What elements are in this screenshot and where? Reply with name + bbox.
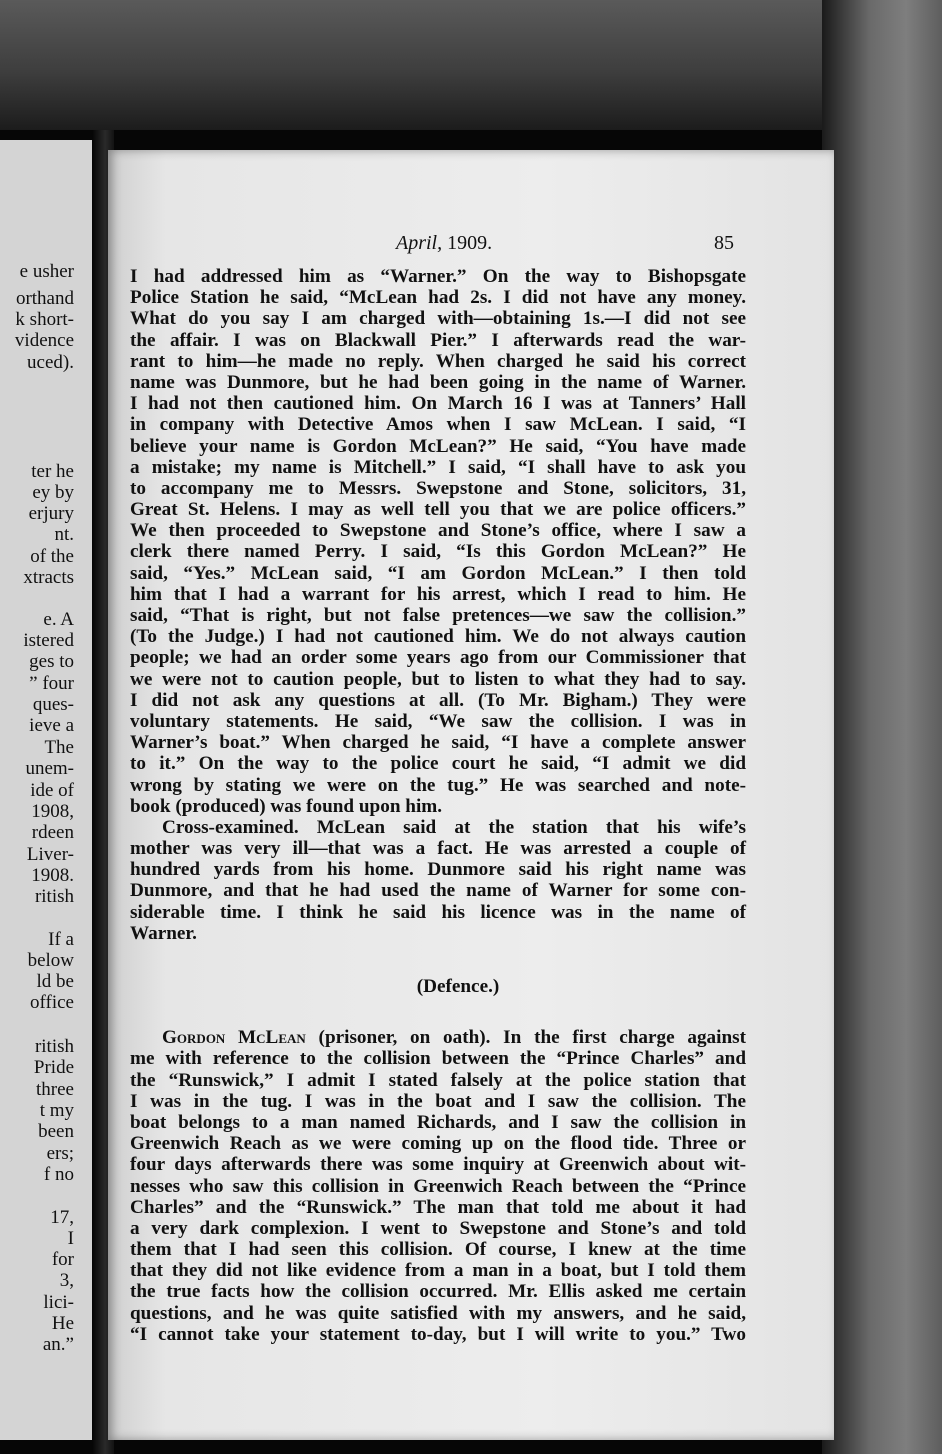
text-line: believe your name is Gordon McLean?” He said, “You have made <box>130 435 746 457</box>
text-line: me with reference to the collision between the “Prince Charles” and <box>130 1048 746 1070</box>
text-line: Warner. <box>130 922 197 944</box>
text-line: Great St. Helens. I may as well tell you that we are police officers.” <box>130 499 746 521</box>
text-line: I was in the tug. I was in the boat and I saw the collision. The <box>130 1090 746 1112</box>
left-page-text-fragment: ieve a <box>29 715 74 736</box>
text-line: boat belongs to a man named Richards, and I saw the collision in <box>130 1111 746 1133</box>
text-line: said, “Yes.” McLean said, “I am Gordon McLean.” I then told <box>130 562 746 584</box>
page-header <box>108 232 738 258</box>
defence-speaker: Gordon McLean <box>162 1027 306 1049</box>
text-line: people; we had an order some years ago from our Commissioner that <box>130 647 746 669</box>
text-line: name was Dunmore, but he had been going in the name of Warner. <box>130 371 746 393</box>
background-right <box>822 0 942 1454</box>
text-line: questions, and he was quite satisfied with my answers, and he said, <box>130 1302 746 1324</box>
left-page-text-fragment: 3, <box>59 1270 74 1291</box>
left-page-text-fragment: f no <box>43 1164 74 1185</box>
left-page-text-fragment: below <box>27 950 74 971</box>
text-line: we were not to caution people, but to listen to what they had to say. <box>130 668 746 690</box>
text-line: that they did not like evidence from a man in a boat, but I told them <box>130 1260 746 1282</box>
text-line: book (produced) was found upon him. <box>130 795 443 817</box>
left-page-text-fragment: ritish <box>34 886 74 907</box>
left-page-text-fragment: The <box>44 737 74 758</box>
left-page-text-fragment: 1908, <box>31 801 74 822</box>
left-page-text-fragment: lici- <box>43 1292 74 1313</box>
text-line: nesses who saw this collision in Greenwich Reach between the “Prince <box>130 1175 746 1197</box>
defence-first-line: (prisoner, on oath). In the first charge against <box>305 1027 747 1049</box>
left-page-text-fragment: t my <box>39 1100 74 1121</box>
left-page-text-fragment: orthand <box>15 288 74 309</box>
left-page-text-fragment: three <box>36 1079 74 1100</box>
text-line: hundred yards from his home. Dunmore said his right name was <box>130 859 746 881</box>
text-line: in company with Detective Amos when I saw McLean. I said, “I <box>130 414 746 436</box>
text-line: (To the Judge.) I had not cautioned him. We do not always caution <box>130 626 746 648</box>
background-top <box>0 0 942 130</box>
section-heading-defence: (Defence.) <box>416 976 500 997</box>
text-line: the affair. I was on Blackwall Pier.” I afterwards read the war- <box>130 329 746 351</box>
left-page-text-fragment: ey by <box>32 482 74 503</box>
text-line: Dunmore, and that he had used the name of Warner for some con- <box>130 880 746 902</box>
left-page-text-fragment: ques- <box>32 694 74 715</box>
text-line: rant to him—he made no reply. When charged he said his correct <box>130 350 746 372</box>
left-page-text-fragment: e. A <box>43 609 74 630</box>
text-line: to it.” On the way to the police court he said, “I admit we did <box>130 753 746 775</box>
left-page-text-fragment: Liver- <box>26 844 74 865</box>
left-page-text-fragment: 1908. <box>31 865 74 886</box>
text-line: him that I had a warrant for his arrest, which I read to him. He <box>130 583 746 605</box>
left-page-text-fragment: nt. <box>54 524 74 545</box>
left-page-text-fragment: ter he <box>31 461 74 482</box>
left-page-text-fragment: ges to <box>29 651 74 672</box>
left-page-text-fragment: If a <box>48 929 74 950</box>
running-head-year: 1909. <box>442 232 493 254</box>
left-page-text-fragment: I <box>67 1228 74 1249</box>
text-line: a mistake; my name is Mitchell.” I said, “I shall have to ask you <box>130 456 746 478</box>
left-page-text-fragment: k short- <box>15 309 74 330</box>
text-line: Charles” and the “Runswick.” The man that told me about it had <box>130 1196 746 1218</box>
left-page-text-fragment: ide of <box>30 780 74 801</box>
left-page-text-fragment: istered <box>23 630 74 651</box>
left-page-text-fragment: He <box>51 1313 74 1334</box>
left-page-text-fragment: for <box>51 1249 74 1270</box>
left-page-text-fragment: ritish <box>34 1036 74 1057</box>
text-line: Police Station he said, “McLean had 2s. I did not have any money. <box>130 287 746 309</box>
left-page-text-fragment: an.” <box>42 1334 74 1355</box>
text-line: mother was very ill—that was a fact. He was arrested a couple of <box>130 838 746 860</box>
left-page-text-fragment: vidence <box>14 330 74 351</box>
text-line: We then proceeded to Swepstone and Stone’s office, where I saw a <box>130 520 746 542</box>
text-line: I had not then cautioned him. On March 16 I was at Tanners’ Hall <box>130 393 746 415</box>
left-page-text-fragment: erjury <box>28 503 74 524</box>
page-number: 85 <box>714 232 734 254</box>
text-line: “I cannot take your statement to-day, but I will write to you.” Two <box>130 1323 746 1345</box>
text-line: a very dark complexion. I went to Swepstone and Stone’s and told <box>130 1217 746 1239</box>
left-page-text-fragment: uced). <box>27 352 74 373</box>
text-line: voluntary statements. He said, “We saw the collision. I was in <box>130 710 746 732</box>
running-head <box>396 232 492 255</box>
text-line: the “Runswick,” I admit I stated falsely at the police station that <box>130 1069 746 1091</box>
paragraph-defence <box>130 1027 746 1345</box>
text-line: Warner’s boat.” When charged he said, “I have a complete answer <box>130 732 746 754</box>
text-line: siderable time. I think he said his licence was in the name of <box>130 901 746 923</box>
running-head-month: April, <box>396 232 443 254</box>
page-body <box>130 266 746 1345</box>
text-line: clerk there named Perry. I said, “Is this Gordon McLean?” He <box>130 541 746 563</box>
left-page-text-fragment: of the <box>30 546 74 567</box>
left-page-text-fragment: ers; <box>46 1143 74 1164</box>
text-line: them that I had seen this collision. Of course, I knew at the time <box>130 1239 746 1261</box>
text-line: I did not ask any questions at all. (To Mr. Bigham.) They were <box>130 689 746 711</box>
text-line: said, “That is right, but not false pretences—we saw the collision.” <box>130 605 746 626</box>
paragraph-cross-examined <box>130 817 746 944</box>
left-page-text-fragment: been <box>38 1121 74 1142</box>
left-page-text-fragment: unem- <box>25 758 74 779</box>
text-line <box>130 1027 746 1048</box>
left-page-edge <box>0 140 98 1440</box>
left-page-text-fragment: ld be <box>36 971 74 992</box>
text-line: Greenwich Reach as we were coming up on the flood tide. Three or <box>130 1133 746 1155</box>
left-page-text-fragment: e usher <box>19 261 74 282</box>
text-line: wrong by stating we were on the tug.” He was searched and note- <box>130 774 746 796</box>
text-line: Cross-examined. McLean said at the station that his wife’s <box>162 816 746 838</box>
left-page-text-fragment: rdeen <box>31 822 74 843</box>
left-page-text-fragment: office <box>30 992 74 1013</box>
left-page-text-fragment: Pride <box>33 1057 74 1078</box>
text-line: four days afterwards there was some inquiry at Greenwich about wit- <box>130 1154 746 1176</box>
paragraph-testimony <box>130 266 746 817</box>
text-line: to accompany me to Messrs. Swepstone and Stone, solicitors, 31, <box>130 477 746 499</box>
left-page-text-fragment: xtracts <box>23 567 74 588</box>
text-line: What do you say I am charged with—obtaining 1s.—I did not see <box>130 308 746 330</box>
left-page-text-fragment: 17, <box>50 1207 74 1228</box>
text-line: the true facts how the collision occurred. Mr. Ellis asked me certain <box>130 1281 746 1303</box>
text-line: I had addressed him as “Warner.” On the way to Bishopsgate <box>130 266 746 287</box>
left-page-text-fragment: ” four <box>29 673 74 694</box>
